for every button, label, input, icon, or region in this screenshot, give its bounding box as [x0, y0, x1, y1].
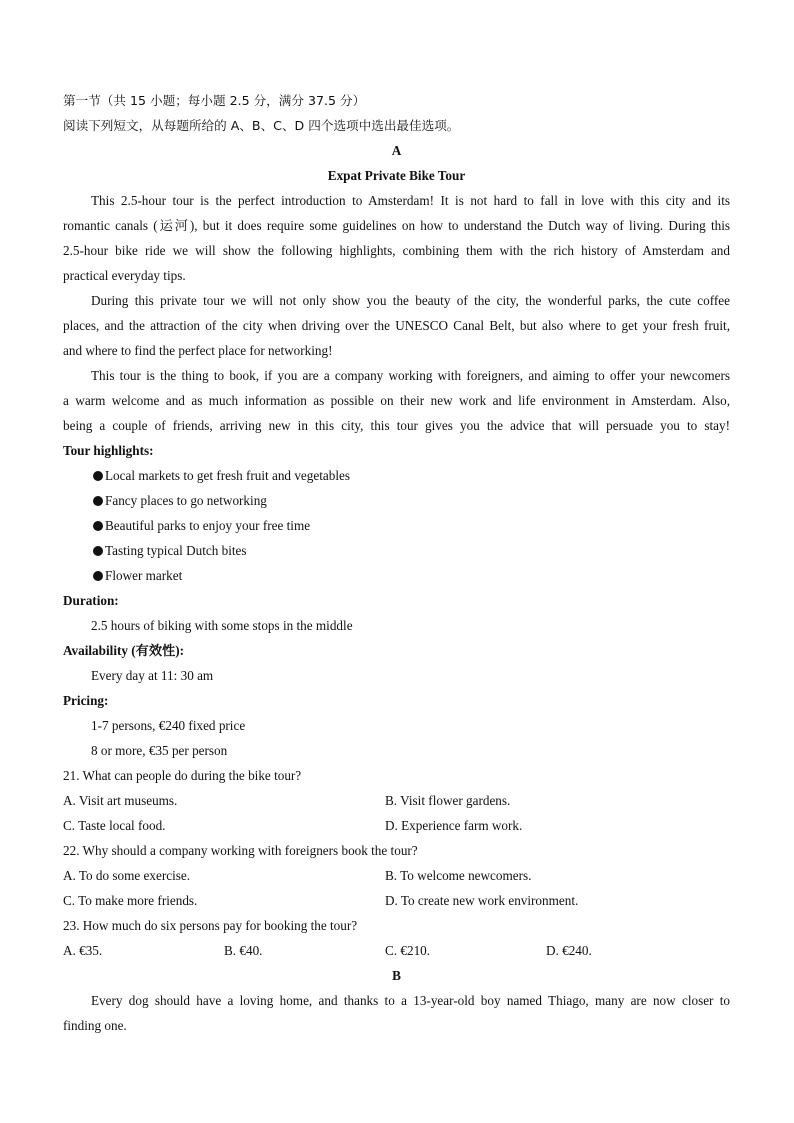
paragraph-line: and where to find the perfect place for networking!: [63, 343, 333, 358]
passage-b-letter: B: [392, 968, 401, 983]
option-a[interactable]: A. To do some exercise.: [63, 868, 191, 883]
list-item: [63, 463, 730, 488]
option-a[interactable]: A. Visit art museums.: [63, 793, 178, 808]
list-item: [63, 513, 730, 538]
instruction: 阅读下列短文，从每题所给的 A、B、C、D 四个选项中选出最佳选项。: [63, 118, 460, 133]
highlight-text: Local markets to get fresh fruit and vegetables: [105, 468, 350, 483]
passage-a-paragraph-2: [63, 288, 730, 363]
paragraph-line: During this private tour we will not only show you the beauty of the city, the wonderful parks, the cute coffee: [91, 293, 730, 308]
question-22: [63, 838, 730, 913]
bullet-icon: [93, 521, 103, 531]
option-d[interactable]: D. To create new work environment.: [385, 893, 579, 908]
paragraph-line: romantic canals (运河), but it does require some guidelines on how to understand the Dutch way of living. During this: [63, 218, 730, 233]
highlight-text: Flower market: [105, 568, 183, 583]
list-item: [63, 538, 730, 563]
option-d[interactable]: D. €240.: [546, 943, 592, 958]
list-item: [63, 563, 730, 588]
paragraph-line: Every dog should have a loving home, and thanks to a 13-year-old boy named Thiago, many are now closer to: [91, 993, 730, 1008]
bullet-icon: [93, 496, 103, 506]
option-c[interactable]: C. Taste local food.: [63, 818, 166, 833]
highlight-text: Fancy places to go networking: [105, 493, 267, 508]
option-c[interactable]: C. To make more friends.: [63, 893, 198, 908]
section-info: 第一节（共 15 小题；每小题 2.5 分，满分 37.5 分）: [63, 93, 366, 108]
option-b[interactable]: B. €40.: [224, 943, 263, 958]
option-row: [63, 813, 730, 838]
question-23: [63, 913, 730, 963]
highlights-list: [63, 463, 730, 588]
highlight-text: Beautiful parks to enjoy your free time: [105, 518, 311, 533]
option-a[interactable]: A. €35.: [63, 943, 103, 958]
passage-a-paragraph-3: [63, 363, 730, 438]
passage-a-letter: A: [391, 143, 402, 158]
exam-page: [63, 88, 730, 1038]
highlights-heading: Tour highlights:: [63, 443, 154, 458]
paragraph-line: This 2.5-hour tour is the perfect introduction to Amsterdam! It is not hard to fall in love with this city and its: [91, 193, 730, 208]
bullet-icon: [93, 471, 103, 481]
paragraph-line: This tour is the thing to book, if you are a company working with foreigners, and aiming to offer your newcomers: [91, 368, 730, 383]
duration-heading: Duration:: [63, 593, 119, 608]
question-stem: 21. What can people do during the bike tour?: [63, 768, 302, 783]
option-row: [63, 938, 730, 963]
option-row: [63, 888, 730, 913]
bullet-icon: [93, 546, 103, 556]
option-d[interactable]: D. Experience farm work.: [385, 818, 523, 833]
bullet-icon: [93, 571, 103, 581]
passage-a-paragraph-1: [63, 188, 730, 288]
paragraph-line: being a couple of friends, arriving new in this city, this tour gives you the advice that will persuade you to stay!: [63, 418, 730, 433]
paragraph-line: finding one.: [63, 1018, 127, 1033]
option-b[interactable]: B. Visit flower gardens.: [385, 793, 511, 808]
passage-a-title: Expat Private Bike Tour: [327, 168, 466, 183]
option-b[interactable]: B. To welcome newcomers.: [385, 868, 532, 883]
list-item: [63, 488, 730, 513]
option-row: [63, 863, 730, 888]
passage-b-paragraph-1: [63, 988, 730, 1038]
paragraph-line: a warm welcome and as much information as possible on their new work and life environment in Amsterdam. Also,: [63, 393, 730, 408]
pricing-line: 8 or more, €35 per person: [91, 743, 228, 758]
pricing-line: 1-7 persons, €240 fixed price: [91, 718, 246, 733]
paragraph-line: practical everyday tips.: [63, 268, 186, 283]
question-stem: 23. How much do six persons pay for booking the tour?: [63, 918, 358, 933]
question-stem: 22. Why should a company working with foreigners book the tour?: [63, 843, 418, 858]
option-row: [63, 788, 730, 813]
availability-text: Every day at 11: 30 am: [91, 668, 214, 683]
paragraph-line: places, and the attraction of the city when driving over the UNESCO Canal Belt, but also where to get your fresh fruit,: [63, 318, 730, 333]
question-21: [63, 763, 730, 838]
option-c[interactable]: C. €210.: [385, 943, 431, 958]
highlight-text: Tasting typical Dutch bites: [105, 543, 247, 558]
availability-heading: Availability (有效性):: [63, 643, 184, 658]
pricing-heading: Pricing:: [63, 693, 109, 708]
paragraph-line: 2.5-hour bike ride we will show the following highlights, combining them with the rich history of Amsterdam and: [63, 243, 730, 258]
duration-text: 2.5 hours of biking with some stops in the middle: [91, 618, 353, 633]
